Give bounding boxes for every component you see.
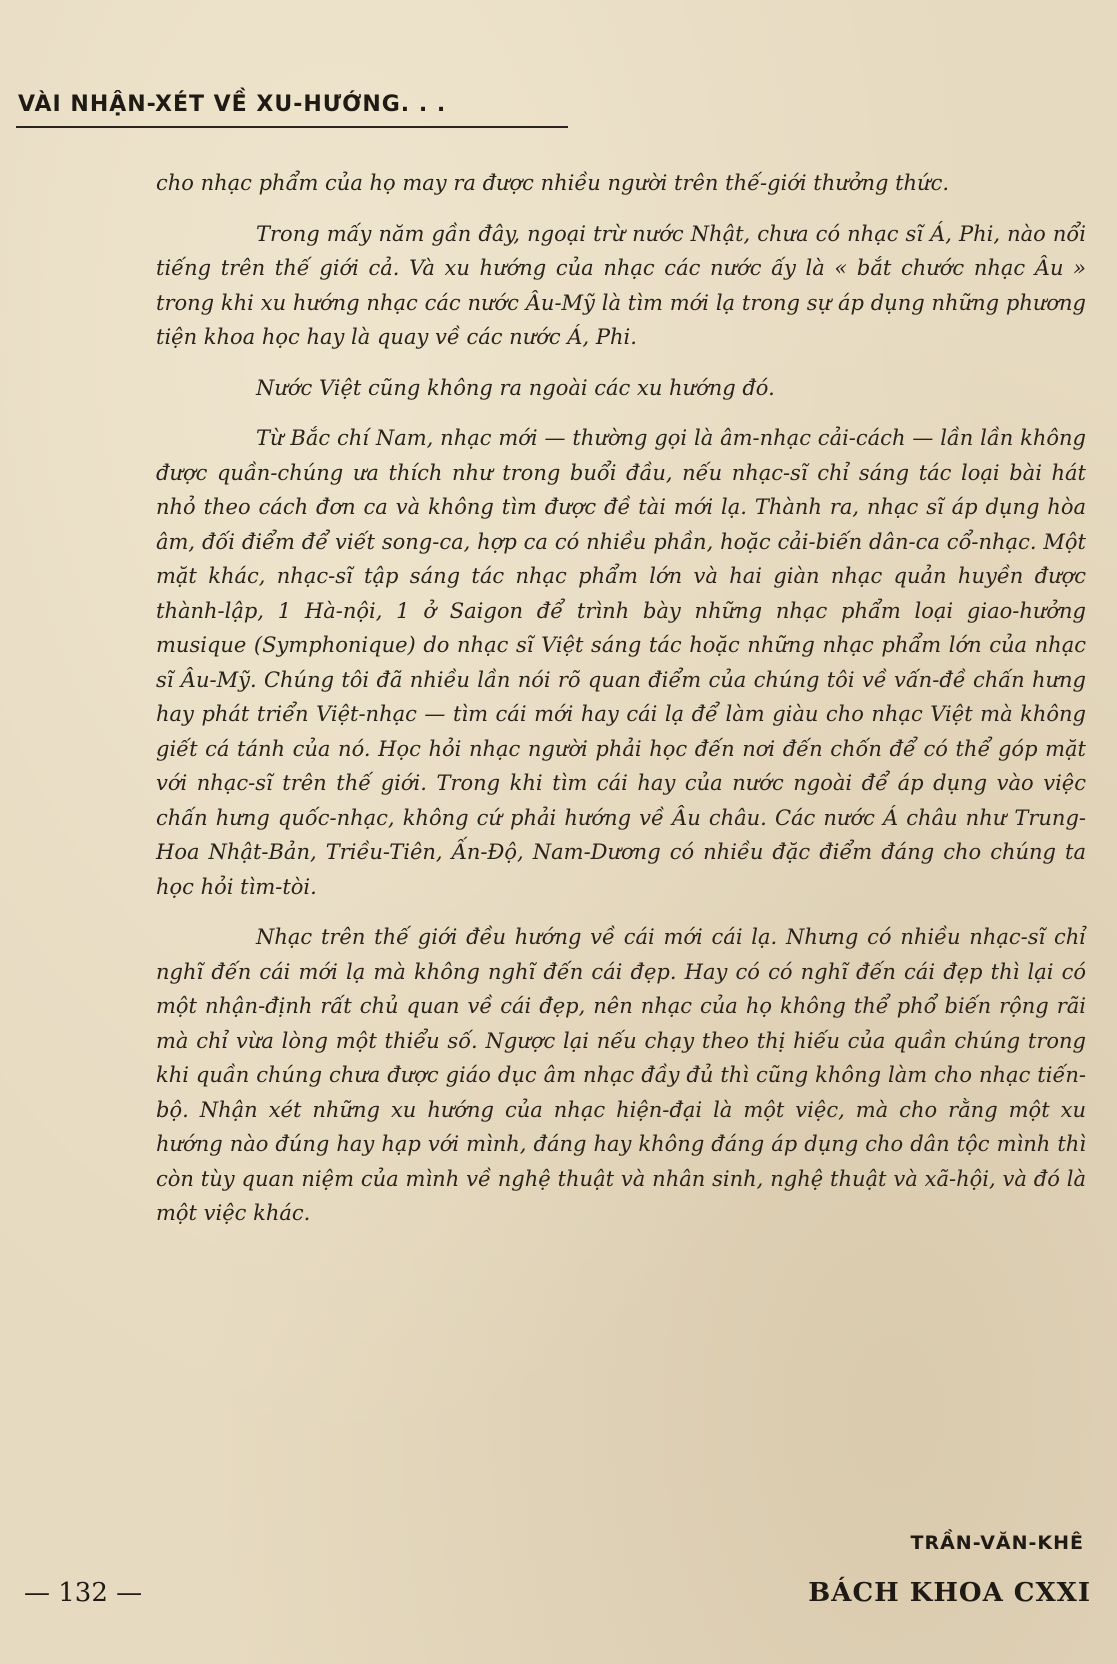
paragraph-continuation: cho nhạc phẩm của họ may ra được nhiều người trên thế-giới thưởng thức. (156, 171, 950, 195)
page-number: — 132 — (24, 1578, 143, 1608)
header-rule (16, 126, 568, 128)
running-header: VÀI NHẬN-XÉT VỀ XU-HƯỚNG. . . (18, 92, 447, 117)
paragraph: Nhạc trên thế giới đều hướng về cái mới cái lạ. Nhưng có nhiều nhạc-sĩ chỉ nghĩ đến cái mới lạ mà không nghĩ đến cái đẹp. Hay có có nghĩ đến cái đẹp thì lại có một nhận-định rất chủ quan về cái đẹp, nên nhạc của họ không thể phổ biến rộng rãi mà chỉ vừa lòng một thiểu số. Ngược lại nếu chạy theo thị hiếu của quần chúng trong khi quần chúng chưa được giáo dục âm nhạc đầy đủ thì cũng không làm cho nhạc tiến-bộ. Nhận xét những xu hướng của nhạc hiện-đại là một việc, mà cho rằng một xu hướng nào đúng hay hạp với mình, đáng hay không đáng áp dụng cho dân tộc mình thì còn tùy quan niệm của mình về nghệ thuật và nhân sinh, nghệ thuật và xã-hội, và đó là một việc khác. (156, 925, 1086, 1225)
paragraph: Nước Việt cũng không ra ngoài các xu hướng đó. (256, 375, 775, 400)
paragraph: Từ Bắc chí Nam, nhạc mới — thường gọi là âm-nhạc cải-cách — lần lần không được quần-chúng ưa thích như trong buổi đầu, nếu nhạc-sĩ chỉ sáng tác loại bài hát nhỏ theo cách đơn ca và không tìm được đề tài mới lạ. Thành ra, nhạc sĩ áp dụng hòa âm, đối điểm để viết song-ca, hợp ca có nhiều phần, hoặc cải-biến dân-ca cổ-nhạc. Một mặt khác, nhạc-sĩ tập sáng tác nhạc phẩm lớn và hai giàn nhạc quản huyền được thành-lập, 1 Hà-nội, 1 ở Saigon để trình bày những nhạc phẩm loại giao-hưởng musique (Symphonique) do nhạc sĩ Việt sáng tác hoặc những nhạc phẩm lớn của nhạc sĩ Âu-Mỹ. Chúng tôi đã nhiều lần nói rõ quan điểm của chúng tôi về vấn-đề chấn hưng hay phát triển Việt-nhạc — tìm cái mới hay cái lạ để làm giàu cho nhạc Việt mà không giết cá tánh của nó. Học hỏi nhạc người phải học đến nơi đến chốn để có thể góp mặt với nhạc-sĩ trên thế giới. Trong khi tìm cái hay của nước ngoài để áp dụng vào việc chấn hưng quốc-nhạc, không cứ phải hướng về Âu châu. Các nước Á châu như Trung-Hoa Nhật-Bản, Triều-Tiên, Ấn-Độ, Nam-Dương có nhiều đặc điểm đáng cho chúng ta học hỏi tìm-tòi. (156, 426, 1086, 899)
article-body (156, 166, 1086, 1247)
author-signature: TRẦN-VĂN-KHÊ (910, 1532, 1084, 1554)
paragraph: Trong mấy năm gần đây, ngoại trừ nước Nhật, chưa có nhạc sĩ Á, Phi, nào nổi tiếng trên thế giới cả. Và xu hướng của nhạc các nước ấy là « bắt chước nhạc Âu » trong khi xu hướng nhạc các nước Âu-Mỹ là tìm mới lạ trong sự áp dụng những phương tiện khoa học hay là quay về các nước Á, Phi. (156, 221, 1086, 349)
journal-footer: BÁCH KHOA CXXI (808, 1578, 1091, 1608)
